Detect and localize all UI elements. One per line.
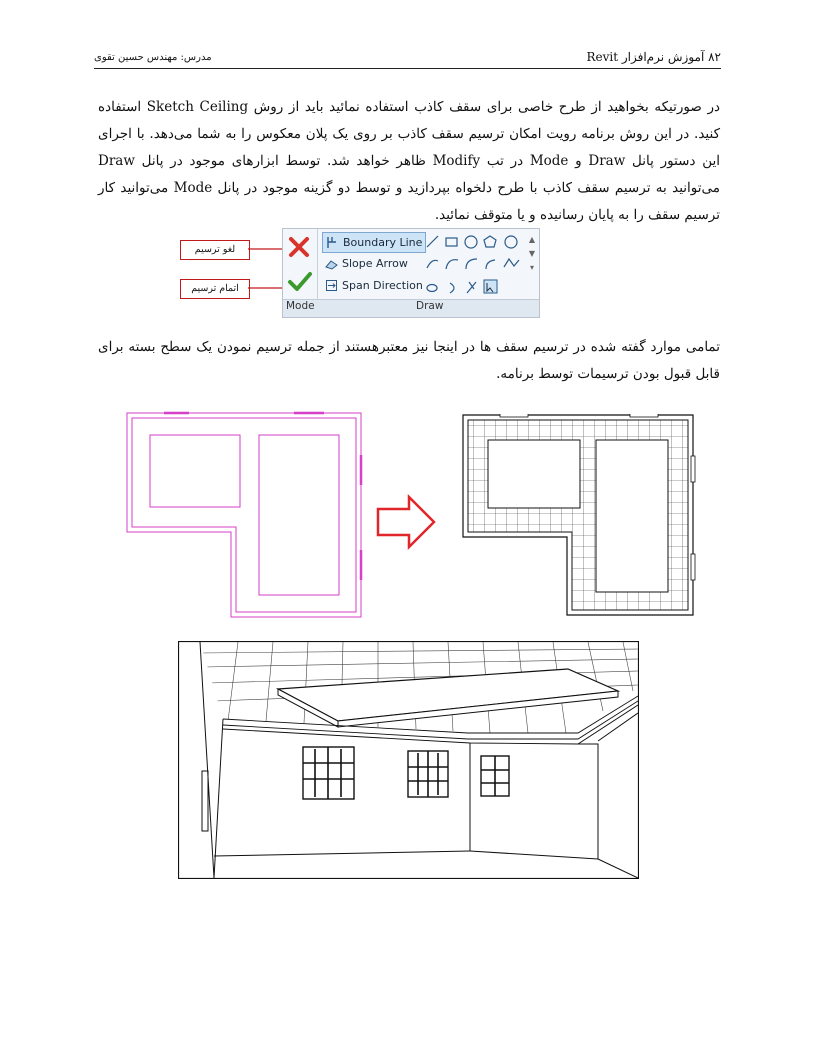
page-header (94, 44, 721, 69)
modify-ribbon (282, 228, 540, 318)
span-direction-button[interactable] (322, 276, 426, 295)
mode-panel (283, 229, 318, 299)
ceiling-3d-view (178, 641, 639, 879)
intro-paragraph: در صورتیکه بخواهید از طرح خاصی برای سقف کاذب استفاده نمائید باید از روش Sketch Ceiling استفاده کنید. در این روش برنامه رویت امکان ترسیم سقف کاذب بر روی یک پلان معکوس را به شما می‌دهد. با اجرای این دستور پانل Draw و Mode در تب Modify ظاهر خواهد شد. توسط ابزارهای موجود در پانل Draw می‌توانید به ترسیم سقف کاذب با طرح دلخواه بپردازید و توسط دو گزینه موجود در پانل Mode می‌توانید کار ترسیم سقف را به پایان رسانیده و یا متوقف نمائید. (98, 99, 721, 223)
draw-panel-label: Draw (416, 300, 444, 312)
rectangle-tool-icon[interactable] (446, 238, 457, 246)
inscribed-polygon-tool-icon[interactable] (465, 236, 477, 248)
circumscribed-polygon-tool-icon[interactable] (484, 236, 496, 247)
right-arrow-icon (375, 494, 437, 550)
center-arc-icon[interactable] (446, 260, 458, 269)
span-direction-icon (325, 279, 338, 292)
draw-panel (318, 229, 539, 299)
boundary-line-button[interactable] (322, 232, 426, 253)
mode-buttons (283, 229, 317, 299)
circle-tool-icon[interactable] (505, 236, 517, 248)
ceiling-grid-plan (462, 414, 698, 620)
ellipse-tool-icon[interactable] (427, 285, 437, 292)
fillet-arc-icon[interactable] (486, 260, 495, 269)
mode-panel-label: Mode (286, 300, 315, 312)
finish-sketch-callout: اتمام ترسیم (180, 279, 250, 299)
panel-label-bar (283, 299, 539, 317)
finish-checkmark-icon[interactable] (290, 274, 310, 289)
ribbon-scroll[interactable]: ▲ ▼ ▾ (528, 235, 536, 272)
span-direction-label: Span Direction (342, 279, 423, 292)
boundary-line-label: Boundary Line (343, 236, 423, 249)
tangent-arc-icon[interactable] (466, 259, 477, 269)
second-paragraph: تمامی موارد گفته شده در ترسیم سقف ها در اینجا نیز معتبرهستند از جمله ترسیم نمودن یک سطح بسته برای قابل قبول بودن ترسیمات توسط برنامه. (98, 339, 720, 382)
instructor-name: مدرس: مهندس حسین تقوی (94, 52, 212, 63)
line-tool-icon[interactable] (427, 236, 438, 247)
pick-walls-icon[interactable] (484, 280, 497, 293)
start-end-arc-icon[interactable] (427, 260, 438, 268)
slope-arrow-icon (325, 257, 338, 270)
page-title: ۸۲ آموزش نرم‌افزار Revit (586, 50, 721, 64)
boundary-line-icon (326, 236, 339, 249)
cancel-icon[interactable] (291, 239, 307, 255)
ceiling-sketch-plan (124, 410, 364, 620)
spline-tool-icon[interactable] (504, 259, 519, 267)
draw-tools (424, 233, 534, 297)
cancel-sketch-callout: لغو ترسیم (180, 240, 250, 260)
partial-ellipse-icon[interactable] (450, 283, 454, 293)
slope-arrow-label: Slope Arrow (342, 257, 408, 270)
pick-lines-icon[interactable] (467, 282, 476, 293)
slope-arrow-button[interactable] (322, 254, 411, 273)
